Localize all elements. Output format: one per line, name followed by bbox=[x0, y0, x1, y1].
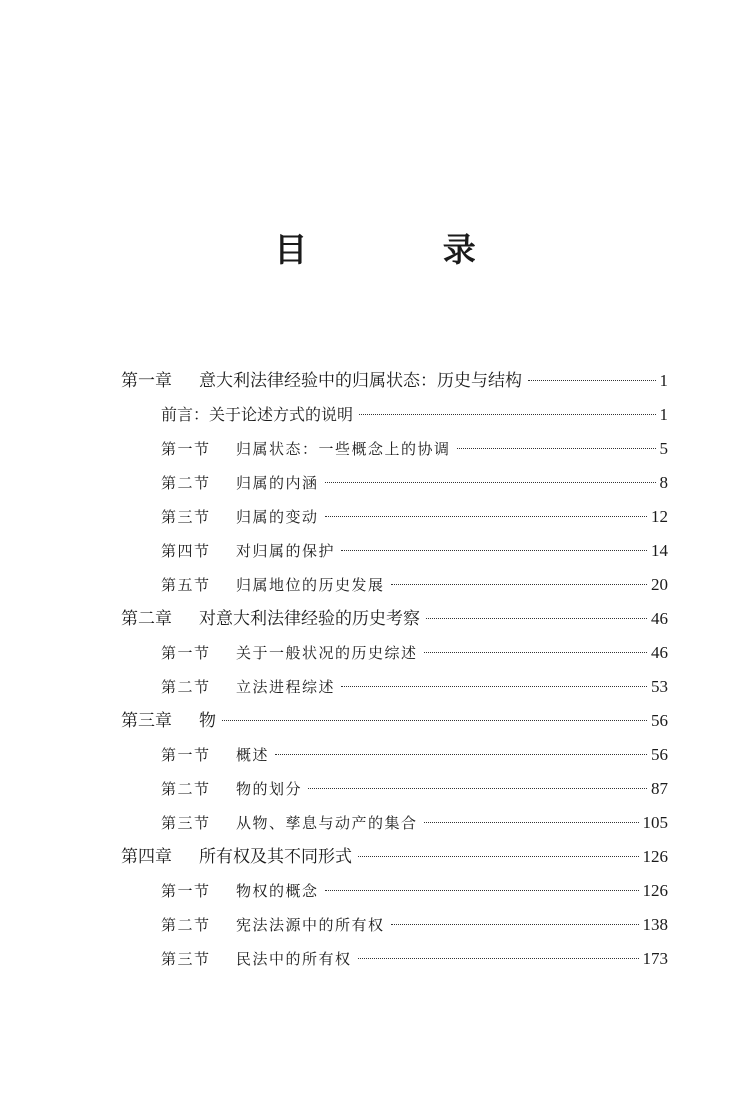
dot-leader bbox=[341, 549, 647, 551]
toc-entry-number: 第三节 bbox=[161, 950, 211, 968]
dot-leader bbox=[275, 753, 647, 755]
toc-page-number: 87 bbox=[651, 779, 668, 798]
dot-leader bbox=[424, 821, 639, 823]
dot-leader bbox=[325, 889, 639, 891]
dot-leader bbox=[325, 481, 656, 483]
toc-entry-title: 物权的概念 bbox=[236, 882, 319, 900]
toc-entry-title: 从物、孳息与动产的集合 bbox=[236, 814, 418, 832]
dot-leader bbox=[341, 685, 647, 687]
toc-section-entry bbox=[121, 772, 668, 806]
toc-section-entry bbox=[121, 908, 668, 942]
toc-entry-title: 前言：关于论述方式的说明 bbox=[161, 405, 354, 424]
toc-section-entry bbox=[121, 738, 668, 772]
dot-leader bbox=[358, 855, 639, 857]
toc-entry-title: 物的划分 bbox=[236, 780, 303, 798]
toc-entry-number: 第一节 bbox=[161, 746, 211, 764]
toc-entry-title: 归属的内涵 bbox=[236, 474, 319, 492]
dot-leader bbox=[222, 719, 647, 721]
toc-page-number: 46 bbox=[651, 609, 668, 628]
toc-section-entry bbox=[121, 636, 668, 670]
toc-page-number: 138 bbox=[642, 915, 668, 934]
toc-entry-number: 第二节 bbox=[161, 780, 211, 798]
toc-entry-number: 第五节 bbox=[161, 576, 211, 594]
toc-page-number: 105 bbox=[642, 813, 668, 832]
toc-page-number: 1 bbox=[659, 371, 668, 390]
toc-entry-number: 第三章 bbox=[121, 711, 172, 730]
toc-chapter-entry bbox=[121, 704, 668, 738]
toc-section-entry bbox=[121, 942, 668, 976]
toc-entry-number: 第一章 bbox=[121, 371, 172, 390]
toc-entry-number: 第二章 bbox=[121, 609, 172, 628]
toc-chapter-entry bbox=[121, 602, 668, 636]
toc-entry-title: 归属状态：一些概念上的协调 bbox=[236, 440, 451, 458]
table-of-contents bbox=[121, 364, 668, 976]
toc-section-entry bbox=[121, 500, 668, 534]
dot-leader bbox=[424, 651, 647, 653]
toc-section-entry bbox=[121, 806, 668, 840]
toc-entry-number: 第一节 bbox=[161, 882, 211, 900]
toc-entry-title: 民法中的所有权 bbox=[236, 950, 352, 968]
toc-page-number: 56 bbox=[651, 745, 668, 764]
toc-section-entry bbox=[121, 568, 668, 602]
dot-leader bbox=[325, 515, 647, 517]
toc-page-number: 5 bbox=[659, 439, 668, 458]
toc-section-entry bbox=[121, 874, 668, 908]
dot-leader bbox=[391, 583, 647, 585]
toc-section-entry bbox=[121, 398, 668, 432]
toc-page-number: 12 bbox=[651, 507, 668, 526]
toc-entry-title: 所有权及其不同形式 bbox=[199, 847, 352, 866]
toc-entry-title: 归属地位的历史发展 bbox=[236, 576, 385, 594]
toc-entry-number: 第二节 bbox=[161, 678, 211, 696]
toc-page-number: 20 bbox=[651, 575, 668, 594]
dot-leader bbox=[359, 413, 655, 415]
toc-entry-title: 关于一般状况的历史综述 bbox=[236, 644, 418, 662]
toc-page-number: 126 bbox=[642, 847, 668, 866]
dot-leader bbox=[426, 617, 647, 619]
dot-leader bbox=[528, 379, 656, 381]
toc-section-entry bbox=[121, 534, 668, 568]
dot-leader bbox=[358, 957, 639, 959]
toc-entry-title: 概述 bbox=[236, 746, 270, 764]
toc-entry-number: 第二节 bbox=[161, 916, 211, 934]
dot-leader bbox=[308, 787, 647, 789]
toc-entry-title: 对意大利法律经验的历史考察 bbox=[199, 609, 420, 628]
toc-entry-title: 物 bbox=[199, 711, 216, 730]
toc-page-number: 8 bbox=[659, 473, 668, 492]
toc-entry-title: 立法进程综述 bbox=[236, 678, 336, 696]
toc-entry-title: 归属的变动 bbox=[236, 508, 319, 526]
toc-section-entry bbox=[121, 466, 668, 500]
toc-chapter-entry bbox=[121, 840, 668, 874]
toc-entry-title: 对归属的保护 bbox=[236, 542, 336, 560]
toc-entry-number: 第二节 bbox=[161, 474, 211, 492]
toc-entry-number: 第四节 bbox=[161, 542, 211, 560]
toc-entry-number: 第三节 bbox=[161, 508, 211, 526]
toc-page-number: 46 bbox=[651, 643, 668, 662]
toc-page-number: 14 bbox=[651, 541, 668, 560]
dot-leader bbox=[457, 447, 656, 449]
toc-page-number: 126 bbox=[642, 881, 668, 900]
toc-section-entry bbox=[121, 432, 668, 466]
toc-chapter-entry bbox=[121, 364, 668, 398]
toc-entry-number: 第一节 bbox=[161, 644, 211, 662]
toc-section-entry bbox=[121, 670, 668, 704]
dot-leader bbox=[391, 923, 639, 925]
toc-page-number: 173 bbox=[642, 949, 668, 968]
toc-entry-number: 第三节 bbox=[161, 814, 211, 832]
toc-entry-title: 宪法法源中的所有权 bbox=[236, 916, 385, 934]
toc-page-number: 1 bbox=[659, 405, 668, 424]
page-title: 目 录 bbox=[274, 230, 538, 269]
toc-entry-number: 第四章 bbox=[121, 847, 172, 866]
toc-entry-title: 意大利法律经验中的归属状态：历史与结构 bbox=[199, 371, 522, 390]
toc-page-number: 56 bbox=[651, 711, 668, 730]
toc-entry-number: 第一节 bbox=[161, 440, 211, 458]
toc-page-number: 53 bbox=[651, 677, 668, 696]
